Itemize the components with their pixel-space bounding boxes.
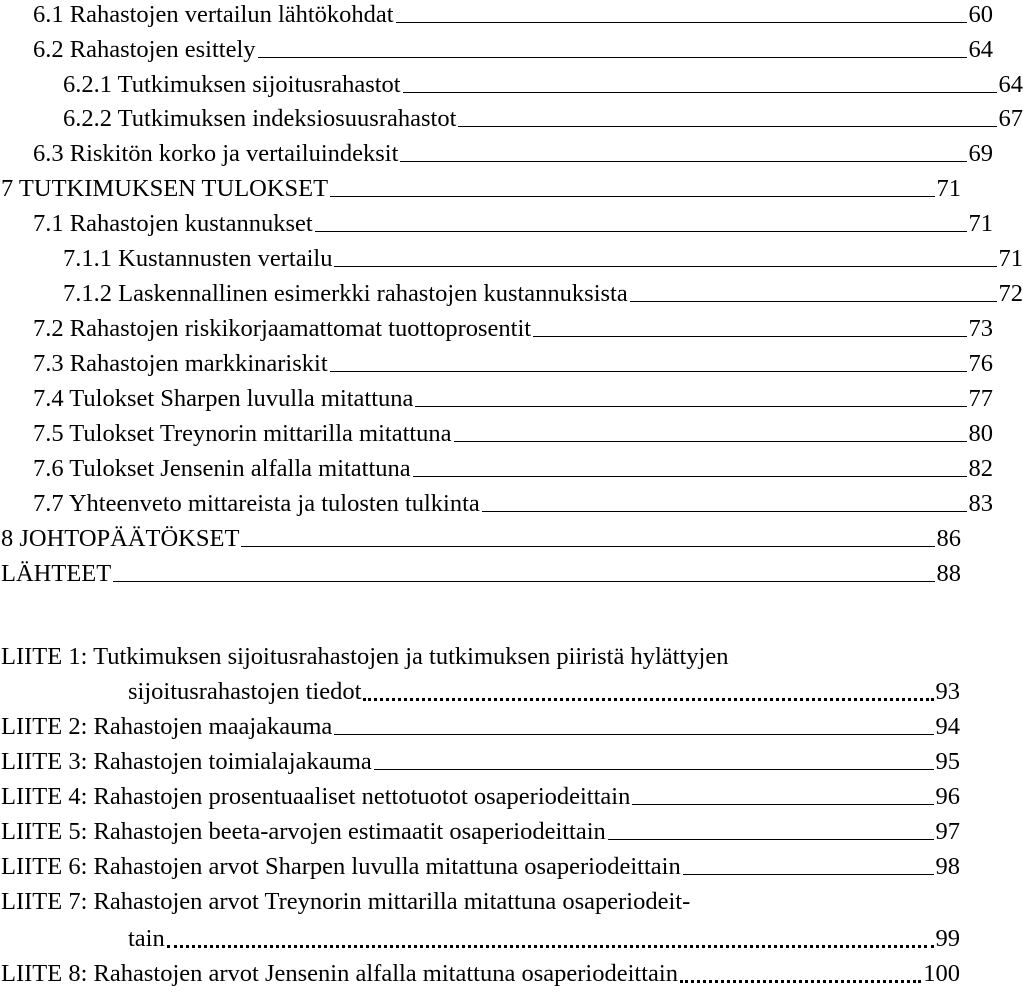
toc-entry-title: 7.7 Yhteenveto mittareista ja tulosten tulkinta: [33, 490, 480, 517]
appendix-entry: [0, 779, 960, 815]
toc-entry-title: 8 JOHTOPÄÄTÖKSET: [1, 525, 240, 552]
toc-leader: [258, 56, 967, 58]
toc-entry-page: 82: [968, 455, 993, 482]
toc-entry: [0, 276, 1023, 312]
toc-entry: [0, 0, 993, 33]
toc-leader: [241, 545, 934, 547]
toc-leader: [680, 979, 921, 983]
toc-entry-title: 6.2.1 Tutkimuksen sijoitusrahastot: [63, 71, 401, 98]
toc-entry-page: 71: [936, 175, 961, 202]
appendix-title-continuation: tain: [128, 925, 165, 952]
appendix-title-continuation: sijoitusrahastojen tiedot: [128, 678, 362, 705]
toc-entry-title: 7.1.1 Kustannusten vertailu: [63, 245, 333, 272]
toc-entry-title: 6.2.2 Tutkimuksen indeksiosuusrahastot: [63, 105, 457, 132]
appendix-page: 93: [935, 678, 960, 705]
toc-entry-title: 6.1 Rahastojen vertailun lähtökohdat: [33, 1, 394, 28]
appendix-label: LIITE 3:: [1, 748, 88, 775]
toc-entry: [0, 136, 993, 172]
toc-entry-page: 71: [968, 210, 993, 237]
toc-leader: [454, 440, 967, 442]
toc-entry-page: 67: [998, 105, 1023, 132]
appendix-title: Rahastojen toimialajakauma: [93, 748, 372, 775]
toc-entry-page: 72: [998, 280, 1023, 307]
appendix-page: 94: [935, 713, 960, 740]
toc-entry-page: 71: [998, 245, 1023, 272]
toc-entry-page: 60: [968, 1, 993, 28]
toc-entry: [0, 486, 993, 522]
toc-leader: [458, 125, 996, 127]
appendix-label: LIITE 6:: [1, 853, 88, 880]
appendix-page: 98: [935, 853, 960, 880]
toc-leader: [403, 91, 997, 93]
appendix-title: Rahastojen arvot Jensenin alfalla mitattuna osaperiodeittain: [93, 960, 678, 987]
appendix-page: 95: [935, 748, 960, 775]
toc-entry: [0, 451, 993, 487]
toc-entry: [0, 521, 961, 557]
appendix-title: Rahastojen arvot Sharpen luvulla mitattuna osaperiodeittain: [93, 853, 681, 880]
toc-leader: [632, 803, 933, 805]
toc-entry-title: 7.6 Tulokset Jensenin alfalla mitattuna: [33, 455, 411, 482]
appendix-entry: [0, 744, 960, 780]
toc-entry-page: 64: [968, 36, 993, 63]
toc-entry: [0, 32, 993, 68]
toc-leader: [415, 405, 966, 407]
toc-entry-page: 83: [968, 490, 993, 517]
appendix-title: Tutkimuksen sijoitusrahastojen ja tutkimuksen piiristä hylättyjen: [93, 643, 729, 670]
toc-entry: [0, 67, 1023, 103]
toc-entry-page: 88: [936, 560, 961, 587]
toc-leader: [113, 580, 934, 582]
toc-entry: [0, 241, 1023, 277]
toc-entry-page: 86: [936, 525, 961, 552]
toc-entry-title: LÄHTEET: [1, 560, 112, 587]
toc-leader: [330, 195, 934, 197]
appendix-page: 97: [935, 818, 960, 845]
toc-entry-page: 77: [968, 385, 993, 412]
toc-entry-title: 7.3 Rahastojen markkinariskit: [33, 350, 328, 377]
toc-entry: [0, 381, 993, 417]
appendix-entry: [0, 849, 960, 885]
toc-leader: [683, 873, 934, 875]
toc-entry: [0, 556, 961, 592]
toc-entry-page: 64: [998, 71, 1023, 98]
appendix-label: LIITE 5:: [1, 818, 88, 845]
toc-entry-page: 80: [968, 420, 993, 447]
appendix-title: Rahastojen prosentuaaliset nettotuotot osaperiodeittain: [93, 783, 631, 810]
appendix-page: 100: [923, 960, 960, 987]
toc-entry: [0, 311, 993, 347]
toc-leader: [533, 335, 966, 337]
toc-entry-title: 7.5 Tulokset Treynorin mittarilla mitattuna: [33, 420, 452, 447]
toc-entry: [0, 416, 993, 452]
toc-entry: [0, 101, 1023, 137]
toc-leader: [630, 300, 997, 302]
toc-entry-title: 7.2 Rahastojen riskikorjaamattomat tuottoprosentit: [33, 315, 532, 342]
appendix-entry: [0, 814, 960, 850]
toc-leader: [400, 160, 966, 162]
toc-leader: [330, 370, 967, 372]
toc-leader: [482, 510, 967, 512]
appendix-entry: [0, 674, 960, 710]
appendix-label: LIITE 1:: [1, 643, 88, 670]
toc-entry: [0, 171, 961, 207]
appendix-label: LIITE 2:: [1, 713, 88, 740]
toc-leader: [608, 838, 934, 840]
toc-leader: [396, 21, 967, 23]
toc-entry: [0, 346, 993, 382]
toc-leader: [363, 697, 933, 701]
toc-entry-page: 76: [968, 350, 993, 377]
toc-entry-title: 7 TUTKIMUKSEN TULOKSET: [1, 175, 329, 202]
appendix-label: LIITE 4:: [1, 783, 88, 810]
appendix-entry: [0, 956, 960, 992]
toc-entry: [0, 206, 993, 242]
appendix-title: Rahastojen maajakauma: [93, 713, 333, 740]
appendix-title: Rahastojen arvot Treynorin mittarilla mitattuna osaperiodeit-: [93, 888, 691, 915]
toc-entry-title: 7.4 Tulokset Sharpen luvulla mitattuna: [33, 385, 414, 412]
toc-entry-title: 7.1.2 Laskennallinen esimerkki rahastojen kustannuksista: [63, 280, 628, 307]
appendix-label: LIITE 8:: [1, 960, 88, 987]
toc-entry-title: 7.1 Rahastojen kustannukset: [33, 210, 313, 237]
toc-leader: [334, 733, 933, 735]
appendix-entry-first-line: [1, 639, 728, 675]
toc-entry-page: 73: [968, 315, 993, 342]
toc-entry-title: 6.2 Rahastojen esittely: [33, 36, 256, 63]
toc-entry-title: 6.3 Riskitön korko ja vertailuindeksit: [33, 140, 399, 167]
appendix-entry: [0, 709, 960, 745]
toc-leader: [374, 768, 934, 770]
appendix-label: LIITE 7:: [1, 888, 88, 915]
appendix-page: 96: [935, 783, 960, 810]
toc-leader: [167, 944, 934, 948]
appendix-page: 99: [935, 925, 960, 952]
appendix-entry-first-line: [1, 884, 690, 920]
appendix-entry: [0, 921, 960, 957]
toc-entry-page: 69: [968, 140, 993, 167]
toc-leader: [334, 265, 996, 267]
appendix-title: Rahastojen beeta-arvojen estimaatit osaperiodeittain: [93, 818, 606, 845]
toc-leader: [315, 230, 967, 232]
toc-leader: [413, 475, 967, 477]
